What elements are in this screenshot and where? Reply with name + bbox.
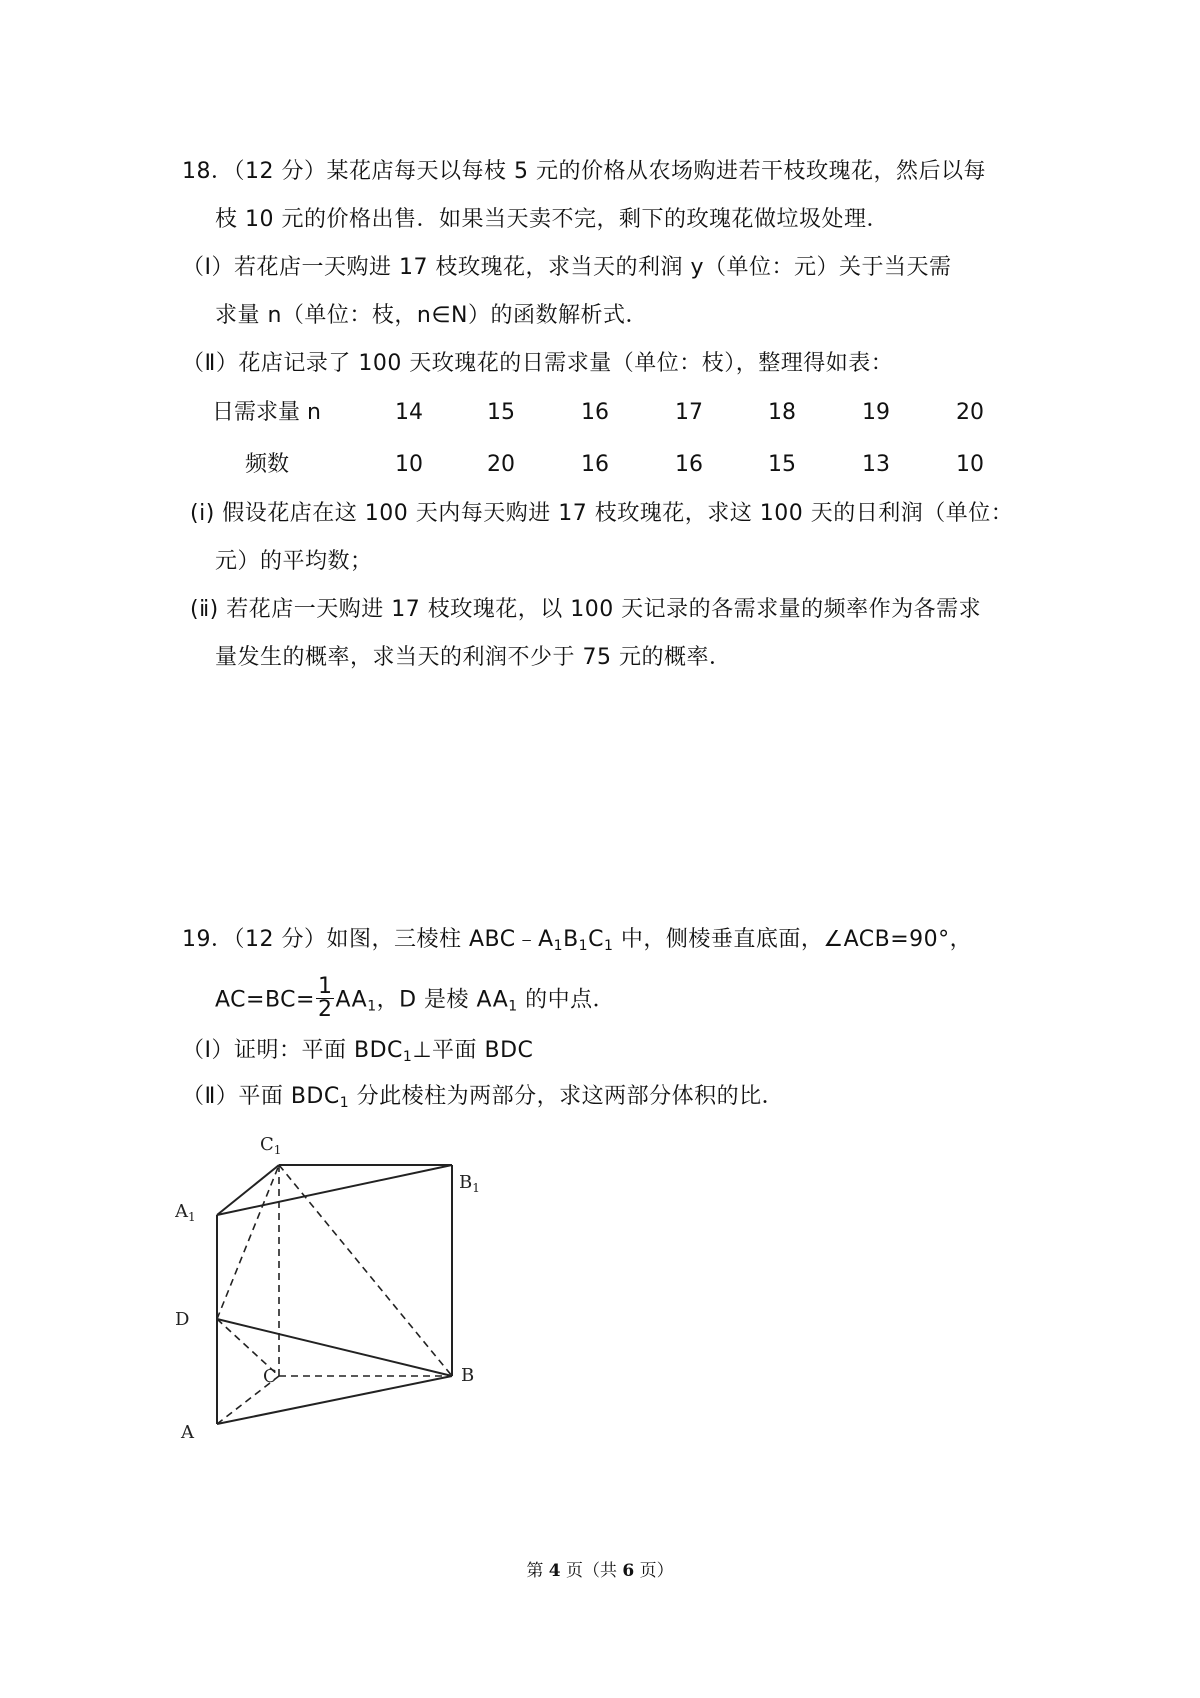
label-c1: $C_1$ [260,1134,282,1157]
table-row2-header: 频数 [245,452,290,477]
table-cell: 20 [487,452,515,477]
table-cell: 15 [768,452,796,477]
label-a1: $A_1$ [175,1201,196,1224]
q19-part2-line: （Ⅱ）平面 $BDC_1$ 分此棱柱为两部分，求这两部分体积的比． [182,1084,785,1111]
table-cell: 15 [487,400,515,425]
q18-subpart-i-line-2: 元）的平均数； [215,549,373,574]
table-cell: 16 [675,452,703,477]
q18-part1-line-1: （Ⅰ）若花店一天购进 17 枝玫瑰花，求当天的利润 y（单位：元）关于当天需 [182,255,952,280]
table-cell: 13 [862,452,890,477]
q19-line-2: AC=BC= $\frac{1}{2}$ $AA_1$，D 是棱 $AA_1$ 的中点． [215,974,616,1022]
q18-part1-line-2: 求量 n（单位：枝，n∈N）的函数解析式． [215,303,649,328]
table-cell: 14 [395,400,423,425]
q18-subpart-ii-line-1: (ⅱ) 若花店一天购进 17 枝玫瑰花，以 100 天记录的各需求量的频率作为各需求 [190,597,982,622]
table-cell: 19 [862,400,890,425]
label-c: C [263,1366,277,1387]
edge-d-b [217,1319,452,1376]
label-b1: $B_1$ [459,1172,480,1195]
edge-a-b [217,1376,452,1424]
table-row1-header: 日需求量 n [212,400,321,425]
prism-figure [175,1120,495,1440]
q18-part2-line: （Ⅱ）花店记录了 100 天玫瑰花的日需求量（单位：枝），整理得如表： [182,351,894,376]
table-cell: 16 [581,400,609,425]
label-d: D [175,1309,190,1330]
edge-a1-b1 [217,1165,452,1215]
q19-part1-line: （Ⅰ）证明：平面 $BDC_1\perp$平面 BDC [182,1038,534,1065]
fraction-one-half: $\frac{1}{2}$ [317,974,333,1022]
q19-line-1: 19．（12 分）如图，三棱柱 $ABC﹣A_1B_1C_1$ 中，侧棱垂直底面，∠ACB=90°， [182,927,973,954]
label-b: B [461,1365,475,1386]
table-cell: 16 [581,452,609,477]
table-cell: 20 [956,400,984,425]
q18-line-1: 18．（12 分）某花店每天以每枝 5 元的价格从农场购进若干枝玫瑰花，然后以每 [182,159,986,184]
q18-line-2: 枝 10 元的价格出售．如果当天卖不完，剩下的玫瑰花做垃圾处理． [215,207,889,232]
page-footer: 第 4 页（共 6 页） [526,1561,674,1581]
q18-subpart-ii-line-2: 量发生的概率，求当天的利润不少于 75 元的概率． [215,645,732,670]
table-cell: 17 [675,400,703,425]
edge-d-c1 [217,1165,279,1319]
label-a: A [181,1422,194,1440]
table-cell: 18 [768,400,796,425]
q18-subpart-i-line-1: (ⅰ) 假设花店在这 100 天内每天购进 17 枝玫瑰花，求这 100 天的日利润（单位： [190,501,1014,526]
edge-c1-b [279,1165,452,1376]
table-cell: 10 [395,452,423,477]
table-cell: 10 [956,452,984,477]
